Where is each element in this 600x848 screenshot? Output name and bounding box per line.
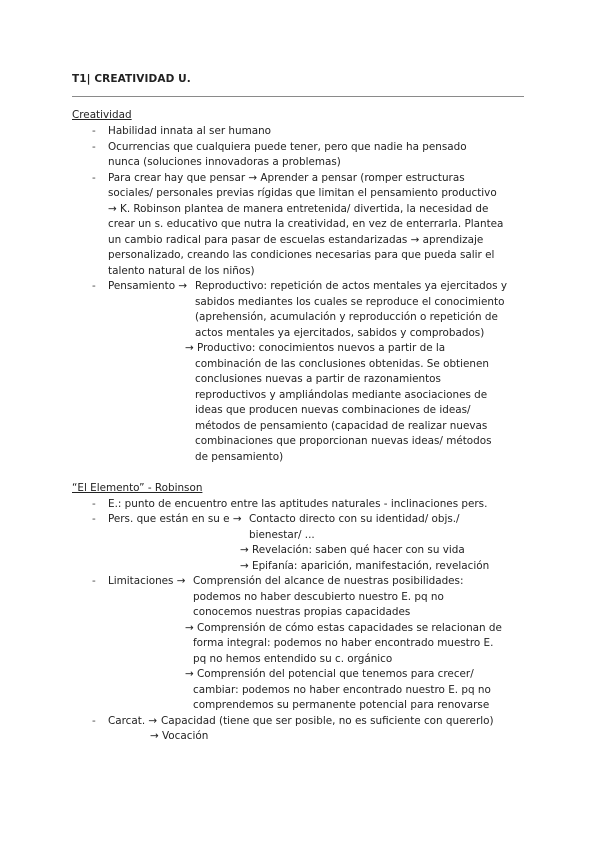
limitaciones-b-line1: → Comprensión de cómo estas capacidades se relacionan de	[185, 622, 502, 634]
limitaciones-b-line3: pq no hemos entendido su c. orgánico	[193, 653, 393, 665]
productivo-line3: conclusiones nuevas a partir de razonamientos	[195, 373, 441, 385]
page-title: T1| CREATIVIDAD U.	[72, 73, 191, 85]
list-item-punto-encuentro: E.: punto de encuentro entre las aptitudes naturales - inclinaciones pers.	[108, 498, 488, 510]
productivo-line7: combinaciones que proporcionan nuevas ideas/ métodos	[195, 435, 492, 447]
reproductivo-line2: sabidos mediantes los cuales se reproduce el conocimiento	[195, 296, 505, 308]
reproductivo-line3: (aprehensión, acumulación y reproducción o repetición de	[195, 311, 498, 323]
list-item-pensar-line5: un cambio radical para pasar de escuelas estandarizadas → aprendizaje	[108, 234, 484, 246]
productivo-line4: reproductivos y ampliándolas mediante asociaciones de	[195, 389, 488, 401]
list-dash: -	[92, 125, 96, 137]
limitaciones-c-line2: cambiar: podemos no haber encontrado nuestro E. pq no	[193, 684, 491, 696]
pers-contacto-line2: bienestar/ ...	[249, 529, 315, 541]
pers-contacto-line1: Contacto directo con su identidad/ objs./	[249, 513, 460, 525]
list-item-pensar-line3: → K. Robinson plantea de manera entretenida/ divertida, la necesidad de	[108, 203, 489, 215]
list-dash: -	[92, 498, 96, 510]
list-item-pensar-line6: personalizado, creando las condiciones necesarias para que pueda salir el	[108, 249, 495, 261]
list-item-pers-label: Pers. que están en su e →	[108, 513, 242, 525]
list-dash: -	[92, 575, 96, 587]
list-item-habilidad: Habilidad innata al ser humano	[108, 125, 272, 137]
title-divider	[72, 96, 524, 97]
list-item-pensamiento-label: Pensamiento →	[108, 280, 188, 292]
limitaciones-a-line3: conocemos nuestras propias capacidades	[193, 606, 411, 618]
list-item-pensar-line7: talento natural de los niños)	[108, 265, 255, 277]
reproductivo-line1: Reproductivo: repetición de actos mentales ya ejercitados y	[195, 280, 507, 292]
list-dash: -	[92, 141, 96, 153]
list-item-pensar-line1: Para crear hay que pensar → Aprender a pensar (romper estructuras	[108, 172, 465, 184]
list-dash: -	[92, 280, 96, 292]
list-item-ocurrencias-line1: Ocurrencias que cualquiera puede tener, pero que nadie ha pensado	[108, 141, 467, 153]
list-item-ocurrencias-line2: nunca (soluciones innovadoras a problemas)	[108, 156, 341, 168]
limitaciones-b-line2: forma integral: podemos no haber encontrado muestro E.	[193, 637, 494, 649]
section-heading-creatividad: Creatividad	[72, 109, 132, 121]
list-dash: -	[92, 172, 96, 184]
productivo-line6: métodos de pensamiento (capacidad de realizar nuevas	[195, 420, 488, 432]
carcat-capacidad: Capacidad (tiene que ser posible, no es suficiente con quererlo)	[161, 715, 494, 727]
list-dash: -	[92, 715, 96, 727]
limitaciones-c-line1: → Comprensión del potencial que tenemos para crecer/	[185, 668, 474, 680]
carcat-vocacion: → Vocación	[150, 730, 209, 742]
list-item-limitaciones-label: Limitaciones →	[108, 575, 186, 587]
productivo-line5: ideas que producen nuevas combinaciones de ideas/	[195, 404, 471, 416]
productivo-line1: → Productivo: conocimientos nuevos a partir de la	[185, 342, 446, 354]
list-item-pensar-line4: crear un s. educativo que nutra la creatividad, en vez de enterrarla. Plantea	[108, 218, 504, 230]
pers-epifania: → Epifanía: aparición, manifestación, revelación	[240, 560, 490, 572]
limitaciones-a-line2: podemos no haber descubierto nuestro E. pq no	[193, 591, 444, 603]
list-item-pensar-line2: sociales/ personales previas rígidas que limitan el pensamiento productivo	[108, 187, 497, 199]
limitaciones-c-line3: comprendemos su permanente potencial para renovarse	[193, 699, 490, 711]
reproductivo-line4: actos mentales ya ejercitados, sabidos y comprobados)	[195, 327, 485, 339]
list-dash: -	[92, 513, 96, 525]
section-heading-el-elemento: “El Elemento” - Robinson	[72, 482, 203, 494]
list-item-carcat-label: Carcat. →	[108, 715, 158, 727]
productivo-line8: de pensamiento)	[195, 451, 284, 463]
productivo-line2: combinación de las conclusiones obtenidas. Se obtienen	[195, 358, 489, 370]
pers-revelacion: → Revelación: saben qué hacer con su vida	[240, 544, 465, 556]
limitaciones-a-line1: Comprensión del alcance de nuestras posibilidades:	[193, 575, 464, 587]
